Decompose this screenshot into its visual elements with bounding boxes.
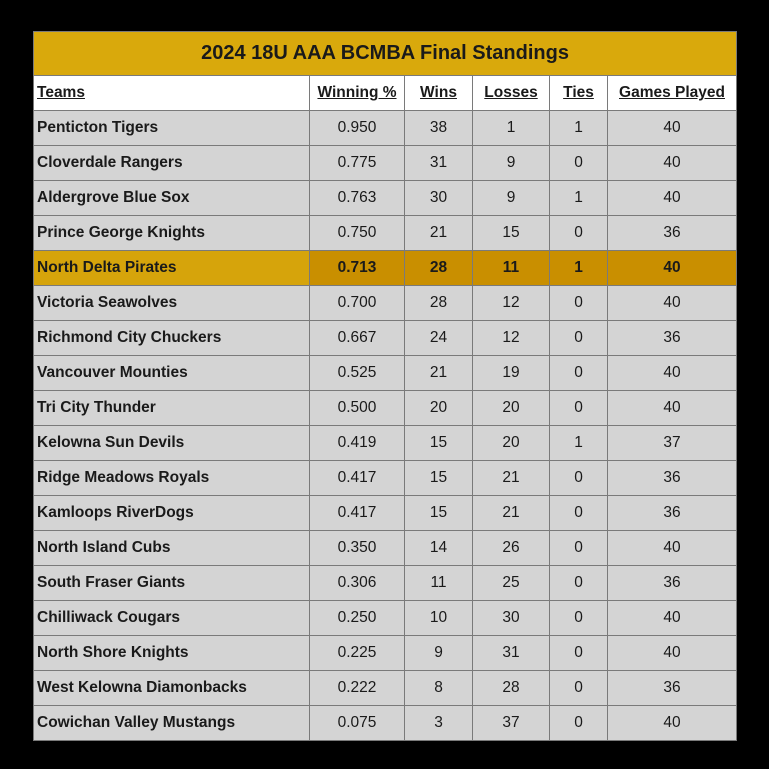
cell-wins: 28: [405, 286, 473, 321]
table-row: [34, 531, 737, 566]
cell-ties: 0: [550, 636, 608, 671]
cell-losses: 19: [473, 356, 550, 391]
cell-team-name: North Delta Pirates: [34, 251, 310, 286]
cell-ties: 0: [550, 706, 608, 741]
cell-wins: 24: [405, 321, 473, 356]
cell-wins: 10: [405, 601, 473, 636]
cell-wins: 31: [405, 146, 473, 181]
column-header-wins: Wins: [405, 76, 473, 111]
cell-losses: 12: [473, 321, 550, 356]
cell-wins: 21: [405, 216, 473, 251]
cell-wins: 15: [405, 496, 473, 531]
standings-body: [34, 111, 737, 741]
cell-losses: 28: [473, 671, 550, 706]
cell-team-name: Aldergrove Blue Sox: [34, 181, 310, 216]
table-row: [34, 706, 737, 741]
cell-wins: 3: [405, 706, 473, 741]
cell-winning-pct: 0.750: [310, 216, 405, 251]
cell-ties: 1: [550, 181, 608, 216]
cell-winning-pct: 0.225: [310, 636, 405, 671]
table-row: [34, 356, 737, 391]
cell-team-name: Kelowna Sun Devils: [34, 426, 310, 461]
cell-games-played: 36: [608, 496, 737, 531]
cell-ties: 0: [550, 566, 608, 601]
cell-games-played: 36: [608, 216, 737, 251]
cell-winning-pct: 0.713: [310, 251, 405, 286]
table-row: [34, 216, 737, 251]
cell-ties: 0: [550, 321, 608, 356]
cell-losses: 26: [473, 531, 550, 566]
cell-winning-pct: 0.419: [310, 426, 405, 461]
table-row: [34, 391, 737, 426]
cell-games-played: 40: [608, 391, 737, 426]
cell-losses: 11: [473, 251, 550, 286]
title-row: [34, 32, 737, 76]
cell-team-name: Tri City Thunder: [34, 391, 310, 426]
cell-ties: 0: [550, 461, 608, 496]
table-row: [34, 286, 737, 321]
table-row: [34, 461, 737, 496]
cell-ties: 0: [550, 391, 608, 426]
cell-wins: 15: [405, 426, 473, 461]
column-header-ties: Ties: [550, 76, 608, 111]
cell-ties: 0: [550, 531, 608, 566]
cell-games-played: 40: [608, 286, 737, 321]
cell-games-played: 36: [608, 461, 737, 496]
cell-wins: 38: [405, 111, 473, 146]
cell-winning-pct: 0.525: [310, 356, 405, 391]
table-row: [34, 426, 737, 461]
table-row: [34, 636, 737, 671]
table-row: [34, 181, 737, 216]
cell-winning-pct: 0.250: [310, 601, 405, 636]
cell-wins: 30: [405, 181, 473, 216]
cell-games-played: 37: [608, 426, 737, 461]
column-header-games-played: Games Played: [608, 76, 737, 111]
cell-games-played: 40: [608, 706, 737, 741]
table-row-highlighted: [34, 251, 737, 286]
cell-wins: 14: [405, 531, 473, 566]
cell-winning-pct: 0.306: [310, 566, 405, 601]
cell-team-name: Cowichan Valley Mustangs: [34, 706, 310, 741]
cell-ties: 0: [550, 496, 608, 531]
table-row: [34, 321, 737, 356]
cell-winning-pct: 0.950: [310, 111, 405, 146]
table-row: [34, 601, 737, 636]
cell-games-played: 40: [608, 601, 737, 636]
cell-losses: 21: [473, 496, 550, 531]
table-row: [34, 671, 737, 706]
cell-ties: 0: [550, 671, 608, 706]
column-header-teams: Teams: [34, 76, 310, 111]
table-row: [34, 146, 737, 181]
cell-winning-pct: 0.417: [310, 461, 405, 496]
cell-team-name: South Fraser Giants: [34, 566, 310, 601]
cell-ties: 0: [550, 601, 608, 636]
cell-team-name: North Shore Knights: [34, 636, 310, 671]
cell-wins: 11: [405, 566, 473, 601]
cell-team-name: North Island Cubs: [34, 531, 310, 566]
cell-games-played: 40: [608, 111, 737, 146]
cell-team-name: Kamloops RiverDogs: [34, 496, 310, 531]
cell-team-name: Ridge Meadows Royals: [34, 461, 310, 496]
table-row: [34, 111, 737, 146]
cell-winning-pct: 0.222: [310, 671, 405, 706]
cell-wins: 15: [405, 461, 473, 496]
cell-losses: 1: [473, 111, 550, 146]
cell-winning-pct: 0.775: [310, 146, 405, 181]
cell-team-name: Cloverdale Rangers: [34, 146, 310, 181]
cell-games-played: 40: [608, 356, 737, 391]
cell-losses: 9: [473, 181, 550, 216]
cell-wins: 21: [405, 356, 473, 391]
cell-ties: 0: [550, 356, 608, 391]
cell-winning-pct: 0.700: [310, 286, 405, 321]
cell-winning-pct: 0.667: [310, 321, 405, 356]
column-header-winning-pct: Winning %: [310, 76, 405, 111]
cell-games-played: 36: [608, 321, 737, 356]
cell-winning-pct: 0.763: [310, 181, 405, 216]
cell-team-name: Penticton Tigers: [34, 111, 310, 146]
cell-losses: 15: [473, 216, 550, 251]
table-row: [34, 566, 737, 601]
cell-games-played: 40: [608, 181, 737, 216]
cell-team-name: West Kelowna Diamonbacks: [34, 671, 310, 706]
cell-winning-pct: 0.075: [310, 706, 405, 741]
cell-games-played: 36: [608, 671, 737, 706]
cell-losses: 20: [473, 426, 550, 461]
cell-games-played: 40: [608, 636, 737, 671]
cell-wins: 20: [405, 391, 473, 426]
standings-table: [33, 31, 737, 741]
cell-ties: 0: [550, 146, 608, 181]
cell-wins: 28: [405, 251, 473, 286]
table-title: 2024 18U AAA BCMBA Final Standings: [34, 32, 737, 76]
cell-games-played: 40: [608, 146, 737, 181]
cell-team-name: Prince George Knights: [34, 216, 310, 251]
cell-ties: 1: [550, 111, 608, 146]
cell-team-name: Richmond City Chuckers: [34, 321, 310, 356]
cell-games-played: 40: [608, 251, 737, 286]
cell-ties: 0: [550, 216, 608, 251]
column-header-losses: Losses: [473, 76, 550, 111]
cell-ties: 0: [550, 286, 608, 321]
cell-wins: 8: [405, 671, 473, 706]
cell-winning-pct: 0.417: [310, 496, 405, 531]
cell-ties: 1: [550, 251, 608, 286]
cell-losses: 30: [473, 601, 550, 636]
cell-team-name: Chilliwack Cougars: [34, 601, 310, 636]
cell-team-name: Vancouver Mounties: [34, 356, 310, 391]
table-row: [34, 496, 737, 531]
cell-team-name: Victoria Seawolves: [34, 286, 310, 321]
cell-games-played: 36: [608, 566, 737, 601]
cell-ties: 1: [550, 426, 608, 461]
cell-losses: 31: [473, 636, 550, 671]
cell-losses: 25: [473, 566, 550, 601]
cell-losses: 9: [473, 146, 550, 181]
cell-wins: 9: [405, 636, 473, 671]
cell-losses: 21: [473, 461, 550, 496]
cell-winning-pct: 0.350: [310, 531, 405, 566]
cell-losses: 12: [473, 286, 550, 321]
cell-winning-pct: 0.500: [310, 391, 405, 426]
cell-games-played: 40: [608, 531, 737, 566]
column-header-row: [34, 76, 737, 111]
cell-losses: 37: [473, 706, 550, 741]
cell-losses: 20: [473, 391, 550, 426]
